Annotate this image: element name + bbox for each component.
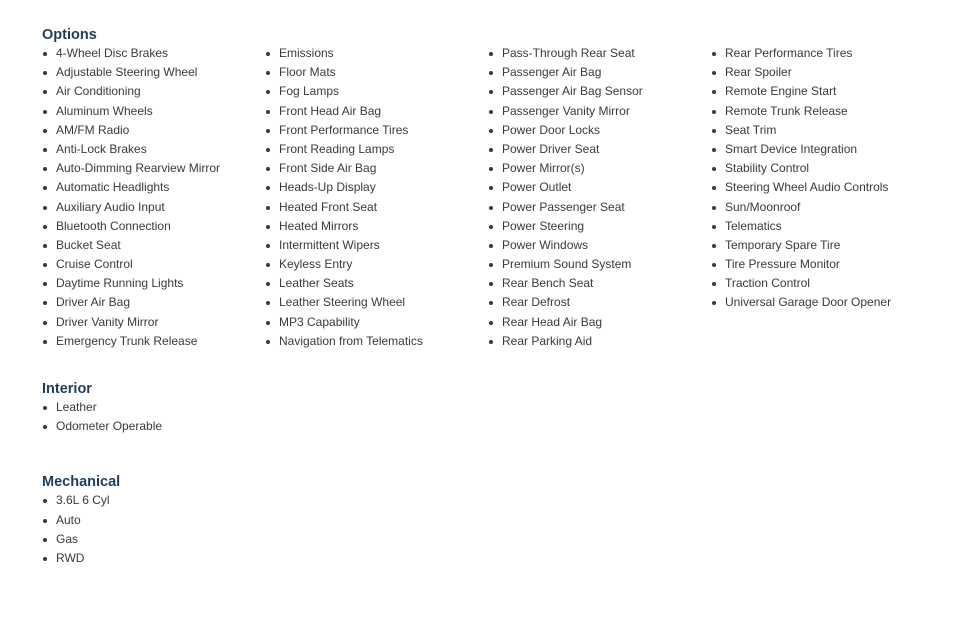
list-item-label: RWD <box>56 550 85 565</box>
list-item <box>42 313 265 332</box>
bullet-icon <box>43 406 47 410</box>
list-item <box>265 255 488 274</box>
list-item-label: Seat Trim <box>725 122 777 137</box>
list-item-label: Smart Device Integration <box>725 141 858 156</box>
list-item <box>488 217 711 236</box>
bullet-icon <box>489 225 493 229</box>
list-item-label: Rear Bench Seat <box>502 276 594 291</box>
list-item-label: Power Steering <box>502 218 585 233</box>
list-item-label: Navigation from Telematics <box>279 333 423 348</box>
list-item <box>488 178 711 197</box>
bullet-icon <box>489 244 493 248</box>
bullet-icon <box>266 90 270 94</box>
mechanical-heading: Mechanical <box>42 474 121 491</box>
list-item-label: Front Performance Tires <box>279 122 409 137</box>
list-item <box>42 236 265 255</box>
list-item-label: Emergency Trunk Release <box>56 333 198 348</box>
bullet-icon <box>489 282 493 286</box>
list-item <box>42 274 265 293</box>
list-item-label: Sun/Moonroof <box>725 199 801 214</box>
list-item-label: Leather Seats <box>279 276 354 291</box>
list-item <box>488 293 711 312</box>
bullet-icon <box>43 206 47 210</box>
list-item <box>42 332 265 351</box>
bullet-icon <box>43 167 47 171</box>
list-item <box>488 274 711 293</box>
bullet-icon <box>712 301 716 305</box>
options-column-3 <box>488 44 711 351</box>
list-item-label: Gas <box>56 531 79 546</box>
list-item <box>488 332 711 351</box>
options-heading: Options <box>42 27 97 43</box>
list-item <box>42 511 265 530</box>
bullet-icon <box>43 186 47 190</box>
list-item <box>42 82 265 101</box>
mechanical-list <box>42 491 265 568</box>
list-item-label: Traction Control <box>725 276 810 291</box>
list-item-label: Remote Trunk Release <box>725 103 848 118</box>
bullet-icon <box>712 206 716 210</box>
list-item <box>488 255 711 274</box>
list-item <box>488 44 711 63</box>
list-item-label: Rear Parking Aid <box>502 333 593 348</box>
bullet-icon <box>266 71 270 75</box>
bullet-icon <box>712 90 716 94</box>
list-item <box>488 140 711 159</box>
bullet-icon <box>712 129 716 133</box>
list-item-label: Power Door Locks <box>502 122 601 137</box>
list-item-label: Driver Air Bag <box>56 295 131 310</box>
bullet-icon <box>43 244 47 248</box>
bullet-icon <box>489 340 493 344</box>
list-item <box>42 417 265 436</box>
bullet-icon <box>266 167 270 171</box>
list-item <box>488 82 711 101</box>
list-item-label: Rear Spoiler <box>725 65 792 80</box>
list-item-label: Temporary Spare Tire <box>725 237 841 252</box>
list-item-label: Passenger Vanity Mirror <box>502 103 630 118</box>
list-item <box>711 102 934 121</box>
options-column-4 <box>711 44 934 351</box>
list-item <box>488 63 711 82</box>
list-item-label: Power Driver Seat <box>502 141 600 156</box>
bullet-icon <box>43 519 47 523</box>
interior-heading: Interior <box>42 381 92 397</box>
list-item-label: Pass-Through Rear Seat <box>502 46 635 60</box>
bullet-icon <box>43 90 47 94</box>
list-item-label: Heated Mirrors <box>279 218 359 233</box>
bullet-icon <box>712 263 716 267</box>
list-item <box>711 198 934 217</box>
list-item <box>488 121 711 140</box>
options-section <box>42 26 942 351</box>
bullet-icon <box>43 110 47 114</box>
list-item-label: Front Reading Lamps <box>279 141 395 156</box>
list-item-label: Cruise Control <box>56 257 133 272</box>
bullet-icon <box>43 538 47 542</box>
list-item <box>711 255 934 274</box>
list-item-label: 4-Wheel Disc Brakes <box>56 46 169 60</box>
list-item <box>42 178 265 197</box>
interior-section <box>42 380 942 436</box>
list-item <box>711 44 934 63</box>
list-item-label: Anti-Lock Brakes <box>56 141 147 156</box>
list-item <box>42 63 265 82</box>
bullet-icon <box>266 321 270 325</box>
list-item <box>265 332 488 351</box>
list-item <box>265 293 488 312</box>
list-item <box>265 102 488 121</box>
bullet-icon <box>266 110 270 114</box>
list-item-label: Rear Defrost <box>502 295 571 310</box>
list-item-label: Heated Front Seat <box>279 199 378 214</box>
bullet-icon <box>266 263 270 267</box>
list-item <box>265 217 488 236</box>
bullet-icon <box>43 321 47 325</box>
list-item <box>42 530 265 549</box>
list-item-label: Auto <box>56 512 81 527</box>
bullet-icon <box>43 425 47 429</box>
list-item <box>488 198 711 217</box>
list-item-label: Leather <box>56 400 97 414</box>
list-item-label: Telematics <box>725 218 782 233</box>
list-item-label: Heads-Up Display <box>279 180 376 195</box>
bullet-icon <box>43 340 47 344</box>
list-item-label: Premium Sound System <box>502 257 632 272</box>
list-item-label: Bluetooth Connection <box>56 218 171 233</box>
bullet-icon <box>266 148 270 152</box>
list-item <box>711 121 934 140</box>
list-item <box>42 121 265 140</box>
list-item <box>42 255 265 274</box>
bullet-icon <box>266 129 270 133</box>
bullet-icon <box>489 129 493 133</box>
list-item-label: Bucket Seat <box>56 237 121 252</box>
list-item <box>711 63 934 82</box>
list-item-label: Steering Wheel Audio Controls <box>725 180 889 195</box>
bullet-icon <box>266 206 270 210</box>
list-item <box>42 102 265 121</box>
bullet-icon <box>489 148 493 152</box>
list-item <box>42 140 265 159</box>
list-item-label: Power Passenger Seat <box>502 199 625 214</box>
bullet-icon <box>712 282 716 286</box>
bullet-icon <box>712 52 716 56</box>
bullet-icon <box>43 52 47 56</box>
list-item-label: Passenger Air Bag Sensor <box>502 84 643 99</box>
list-item-label: Automatic Headlights <box>56 180 170 195</box>
bullet-icon <box>43 148 47 152</box>
options-column-2 <box>265 44 488 351</box>
bullet-icon <box>489 90 493 94</box>
list-item <box>488 159 711 178</box>
list-item-label: Air Conditioning <box>56 84 141 99</box>
bullet-icon <box>266 225 270 229</box>
bullet-icon <box>43 71 47 75</box>
list-item-label: Passenger Air Bag <box>502 65 602 80</box>
list-item-label: Odometer Operable <box>56 419 163 434</box>
list-item-label: Leather Steering Wheel <box>279 295 406 310</box>
list-item-label: Power Outlet <box>502 180 572 195</box>
list-item-label: AM/FM Radio <box>56 122 130 137</box>
list-item <box>42 198 265 217</box>
list-item <box>42 217 265 236</box>
list-item <box>711 293 934 312</box>
bullet-icon <box>266 301 270 305</box>
list-item <box>711 217 934 236</box>
bullet-icon <box>489 301 493 305</box>
bullet-icon <box>43 557 47 561</box>
list-item <box>42 398 265 417</box>
list-item-label: Driver Vanity Mirror <box>56 314 159 329</box>
list-item <box>711 274 934 293</box>
list-item <box>42 44 265 63</box>
list-item <box>488 313 711 332</box>
list-item <box>265 159 488 178</box>
list-item-label: Fog Lamps <box>279 84 340 99</box>
list-item-label: Power Mirror(s) <box>502 161 585 176</box>
bullet-icon <box>712 167 716 171</box>
vehicle-features-page <box>42 26 942 568</box>
list-item <box>265 313 488 332</box>
list-item-label: Front Side Air Bag <box>279 161 377 176</box>
options-columns <box>42 44 942 351</box>
bullet-icon <box>489 321 493 325</box>
bullet-icon <box>43 282 47 286</box>
list-item-label: Rear Head Air Bag <box>502 314 603 329</box>
list-item-label: MP3 Capability <box>279 314 360 329</box>
list-item <box>42 159 265 178</box>
bullet-icon <box>489 263 493 267</box>
bullet-icon <box>489 206 493 210</box>
list-item <box>42 549 265 568</box>
mechanical-section <box>42 473 942 568</box>
list-item <box>265 44 488 63</box>
list-item-label: Emissions <box>279 46 334 60</box>
list-item-label: Tire Pressure Monitor <box>725 257 840 272</box>
list-item <box>265 178 488 197</box>
bullet-icon <box>712 186 716 190</box>
bullet-icon <box>712 71 716 75</box>
bullet-icon <box>489 71 493 75</box>
list-item <box>711 140 934 159</box>
list-item-label: Adjustable Steering Wheel <box>56 65 198 80</box>
bullet-icon <box>266 244 270 248</box>
list-item <box>42 293 265 312</box>
list-item-label: Stability Control <box>725 161 810 176</box>
list-item <box>711 82 934 101</box>
bullet-icon <box>43 301 47 305</box>
bullet-icon <box>489 167 493 171</box>
list-item <box>265 63 488 82</box>
bullet-icon <box>43 225 47 229</box>
list-item <box>488 236 711 255</box>
bullet-icon <box>43 129 47 133</box>
list-item <box>265 274 488 293</box>
list-item <box>42 491 265 510</box>
list-item <box>488 102 711 121</box>
interior-list <box>42 398 265 436</box>
bullet-icon <box>489 52 493 56</box>
list-item <box>711 178 934 197</box>
list-item <box>265 121 488 140</box>
options-column-1 <box>42 44 265 351</box>
list-item-label: Auxiliary Audio Input <box>56 199 165 214</box>
bullet-icon <box>266 282 270 286</box>
bullet-icon <box>712 244 716 248</box>
list-item-label: Intermittent Wipers <box>279 237 380 252</box>
bullet-icon <box>712 225 716 229</box>
list-item-label: Keyless Entry <box>279 257 353 272</box>
list-item-label: Floor Mats <box>279 65 336 80</box>
bullet-icon <box>489 110 493 114</box>
list-item <box>265 140 488 159</box>
list-item-label: 3.6L 6 Cyl <box>56 493 110 508</box>
list-item <box>265 198 488 217</box>
bullet-icon <box>43 499 47 503</box>
bullet-icon <box>266 52 270 56</box>
bullet-icon <box>712 148 716 152</box>
bullet-icon <box>712 110 716 114</box>
list-item-label: Remote Engine Start <box>725 84 837 99</box>
list-item-label: Front Head Air Bag <box>279 103 382 118</box>
list-item <box>265 236 488 255</box>
list-item-label: Aluminum Wheels <box>56 103 153 118</box>
list-item <box>711 236 934 255</box>
list-item-label: Power Windows <box>502 237 589 252</box>
list-item <box>711 159 934 178</box>
list-item-label: Universal Garage Door Opener <box>725 295 892 310</box>
bullet-icon <box>266 186 270 190</box>
bullet-icon <box>489 186 493 190</box>
list-item-label: Rear Performance Tires <box>725 46 853 60</box>
bullet-icon <box>43 263 47 267</box>
bullet-icon <box>266 340 270 344</box>
list-item <box>265 82 488 101</box>
list-item-label: Auto-Dimming Rearview Mirror <box>56 161 221 176</box>
list-item-label: Daytime Running Lights <box>56 276 184 291</box>
